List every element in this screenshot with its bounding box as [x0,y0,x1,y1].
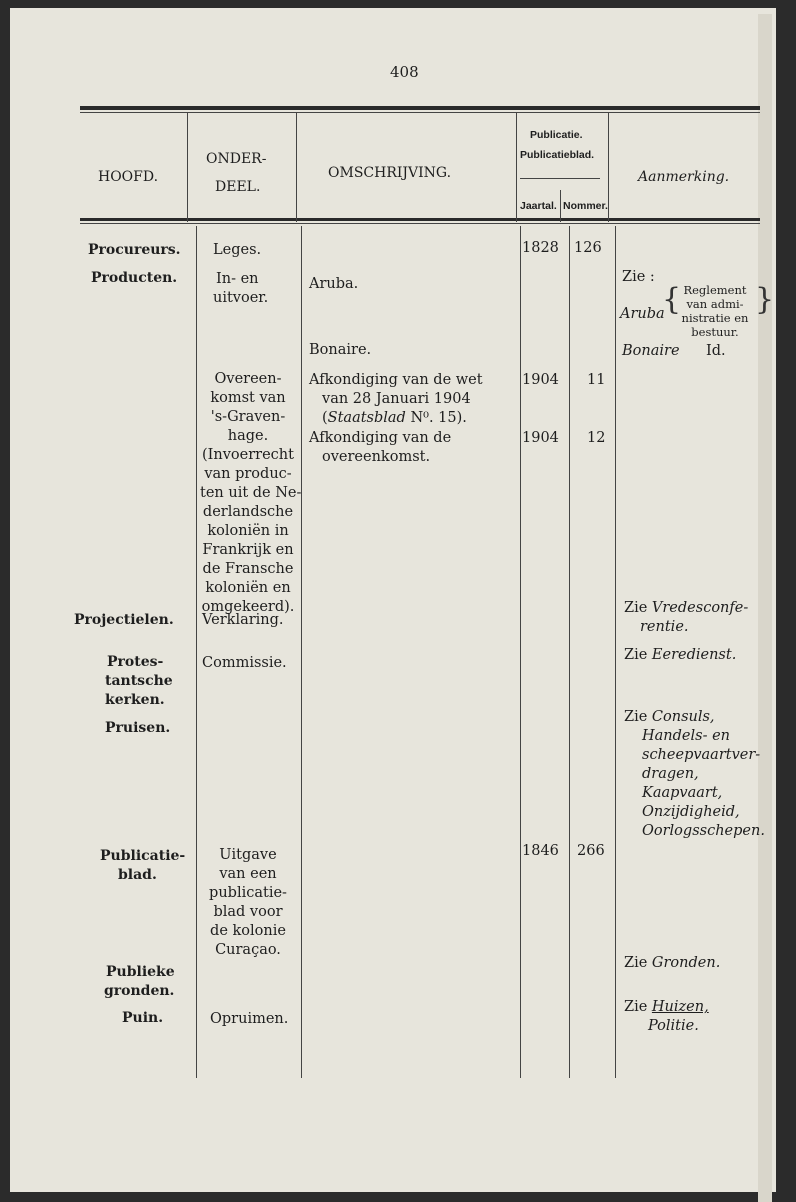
staatsblad-no: N⁰. 15). [410,410,467,426]
nommer-126: 126 [574,240,602,256]
ov-line-1: Overeen- [214,371,282,387]
omschr-afkondiging-2b: overeenkomst. [322,449,431,465]
hoofd-pruisen: Pruisen. [105,720,171,736]
hoofd-protes: Protes- [107,654,164,670]
top-rule [80,106,760,110]
uitgave-line-5: de kolonie [210,923,286,939]
ref-scheepvaart: scheepvaartver- [642,747,761,763]
zie-consuls [624,708,715,727]
ref-eeredienst: Eeredienst. [651,647,737,663]
hoofd-publieke: Publieke [106,964,175,980]
header-onderdeel-1: ONDER- [206,151,267,167]
hoofd-tantsche: tantsche [105,673,173,689]
omschr-afkondiging-2a: Afkondiging van de [309,430,452,446]
header-publicatieblad: Publicatieblad. [520,149,595,161]
zie-word: Zie [624,647,648,663]
ref-consuls: Consuls, [651,709,715,725]
ref-aruba: Aruba [620,306,665,322]
hoofd-procureurs: Procureurs. [88,242,181,258]
uitgave-line-6: Curaçao. [215,942,281,958]
ref-vredesconferentie-2: rentie. [640,619,689,635]
header-omschrijving: OMSCHRIJVING. [328,165,452,181]
hoofd-publicatie: Publicatie- [100,848,186,864]
col-rule-1 [196,226,197,1078]
onderdeel-verklaring: Verklaring. [202,612,284,628]
ov-line-5: (Invoerrecht [202,447,294,463]
hoofd-projectielen: Projectielen. [74,612,174,628]
hoofd-producten: Producten. [91,270,178,286]
jaar-1846: 1846 [522,843,559,859]
jaar-1904-b: 1904 [522,430,559,446]
ref-handels: Handels- en [642,728,730,744]
zie-projectielen [624,599,748,618]
col-rule-2-header [296,112,297,222]
ref-oorlogsschepen: Oorlogsschepen. [642,823,765,839]
zie-word: Zie [624,600,648,616]
ref-onzijdigheid: Onzijdigheid, [642,804,740,820]
staatsblad-ref: Staatsblad [327,410,406,426]
hoofd-kerken: kerken. [105,692,165,708]
header-bottom-rule-thin [80,223,760,224]
zie-gronden [624,954,720,973]
jaar-1828: 1828 [522,240,559,256]
ov-line-8: derlandsche [202,504,294,520]
omschr-afkondiging-1c: (Staatsblad N⁰. 15). [322,410,467,426]
ref-politie: Politie. [648,1018,699,1034]
col-rule-5-header [560,190,561,222]
ref-bonaire: Bonaire [622,343,680,359]
col-rule-3 [520,226,521,1078]
left-brace: { [662,282,682,317]
uitgave-line-3: publicatie- [209,885,287,901]
ov-line-11: de Fransche [202,561,294,577]
ref-huizen: Huizen, [651,999,709,1015]
hoofd-blad: blad. [118,867,157,883]
ref-reglement [672,283,758,339]
ov-line-10: Frankrijk en [202,542,294,558]
omschrijving-aruba: Aruba. [309,276,359,292]
zie-word: Zie [624,709,648,725]
uitgave-line-1: Uitgave [219,847,277,863]
header-bottom-rule [80,218,760,221]
reglement-line-3: nistratie en [681,311,749,325]
uitgave-line-2: van een [219,866,277,882]
header-hoofd: HOOFD. [98,169,159,185]
ov-line-9: koloniën in [207,523,289,539]
document-page [10,8,776,1192]
header-nommer: Nommer. [563,200,608,212]
top-rule-thin [80,112,760,113]
ov-line-4: hage. [227,428,269,444]
nommer-11: 11 [587,372,606,388]
reglement-line-2: van admi- [686,297,744,311]
nommer-12: 12 [587,430,606,446]
ov-line-7: ten uit de Ne- [200,485,302,501]
reglement-line-1: Reglement [683,283,747,297]
ov-line-13: omgekeerd). [201,599,295,615]
nommer-266: 266 [577,843,605,859]
col-rule-2 [301,226,302,1078]
publicatie-subrule [520,178,600,179]
ov-line-12: koloniën en [205,580,291,596]
col-rule-5 [615,226,616,1078]
zie-label: Zie : [622,269,655,285]
header-publicatie: Publicatie. [530,129,583,141]
reglement-line-4: bestuur. [691,325,739,339]
uitgave-line-4: blad voor [213,904,283,920]
onderdeel-leges: Leges. [213,242,262,258]
onderdeel-in-en: In- en [216,271,259,287]
col-rule-4-header [608,112,609,222]
ov-line-3: 's-Graven- [210,409,286,425]
zie-eeredienst [624,646,736,665]
right-brace: } [755,282,775,317]
onderdeel-uitvoer: uitvoer. [213,290,269,306]
col-rule-1-header [187,112,188,222]
hoofd-puin: Puin. [122,1010,164,1026]
ref-gronden: Gronden. [651,955,721,971]
page-number: 408 [390,63,419,81]
onderdeel-opruimen: Opruimen. [210,1011,289,1027]
zie-word: Zie [624,955,648,971]
col-rule-4 [569,226,570,1078]
hoofd-gronden: gronden. [104,983,175,999]
ov-line-2: komst van [210,390,286,406]
ref-dragen: dragen, [642,766,699,782]
omschr-afkondiging-1a: Afkondiging van de wet [309,372,483,388]
onderdeel-overeenkomst [200,370,302,617]
jaar-1904-a: 1904 [522,372,559,388]
onderdeel-commissie: Commissie. [202,655,287,671]
onderdeel-uitgave [200,846,296,960]
header-jaartal: Jaartal. [520,200,557,212]
omschrijving-bonaire: Bonaire. [309,342,372,358]
page-edge [758,14,772,1202]
ref-vredesconferentie-1: Vredesconfe- [651,600,749,616]
header-onderdeel-2: DEEL. [215,179,261,195]
zie-huizen [624,998,709,1017]
omschr-afkondiging-1b: van 28 Januari 1904 [322,391,471,407]
ref-id: Id. [706,343,726,359]
col-rule-3-header [516,112,517,222]
ov-line-6: van produc- [204,466,292,482]
zie-word: Zie [624,999,648,1015]
header-aanmerking: Aanmerking. [638,169,730,185]
ref-kaapvaart: Kaapvaart, [642,785,723,801]
